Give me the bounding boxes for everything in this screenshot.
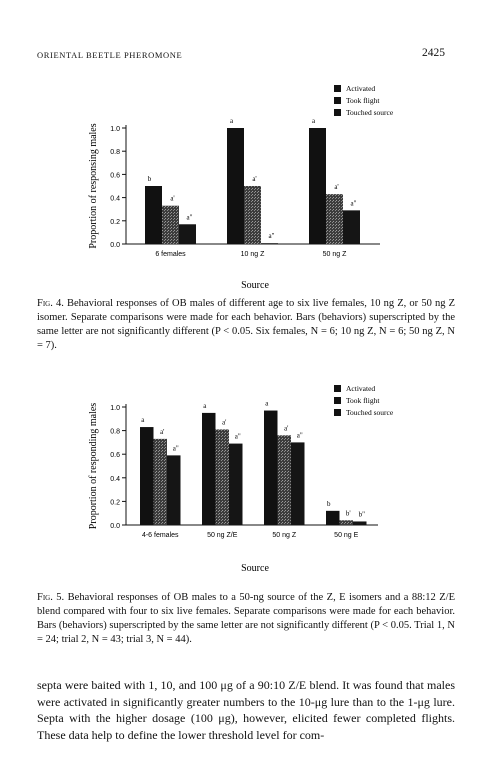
figure-5-chart <box>0 378 491 583</box>
x-tick-label: 4-6 females <box>141 532 179 539</box>
y-tick-label: 0.0 <box>110 242 120 249</box>
bar-touched-source <box>167 455 181 525</box>
legend-swatch <box>334 385 341 392</box>
bar-significance-label: a" <box>268 232 275 241</box>
running-title: ORIENTAL BEETLE PHEROMONE <box>37 50 183 60</box>
bar-significance-label: a' <box>170 194 175 203</box>
bar-significance-label: a <box>141 416 145 425</box>
bar-significance-label: a <box>311 117 316 125</box>
legend-swatch <box>334 409 341 416</box>
figure-5-caption <box>37 591 455 647</box>
bar-activated <box>202 413 216 525</box>
bar-significance-label: a" <box>350 199 357 208</box>
bar-activated <box>140 427 154 525</box>
bar-activated <box>227 128 244 244</box>
y-tick-label: 1.0 <box>110 405 120 412</box>
x-tick-label: 50 ng Z <box>272 532 297 539</box>
y-tick-label: 0.8 <box>110 428 120 436</box>
figure-4-label: Fig. 4. <box>37 298 64 309</box>
bar-took-flight <box>340 520 354 525</box>
bar-took-flight <box>162 206 179 244</box>
bar-significance-label: a" <box>296 431 303 440</box>
figure-4-text: Behavioral responses of OB males of different age to six live females, 10 ng Z, or 50 ng Z isomer. Separate comparisons were made for each behavior. Bars (behaviors) superscripted by the same letter are not significantly different (P < 0.05. Six females, N = 6; 10 ng Z, N = 6; 50 ng Z, N = 7). <box>37 298 455 351</box>
bar-significance-label: b <box>327 499 331 508</box>
y-axis-title: Proportion of responsing males <box>88 123 99 249</box>
x-axis-title: Source <box>241 280 269 291</box>
bar-significance-label: a' <box>284 424 289 433</box>
bar-significance-label: a' <box>160 427 165 436</box>
y-tick-label: 1.0 <box>110 126 120 133</box>
legend-swatch <box>334 109 341 116</box>
bar-touched-source <box>353 521 367 525</box>
bar-activated <box>326 511 340 525</box>
legend-label: Touched source <box>346 408 394 417</box>
bar-significance-label: a' <box>252 175 257 183</box>
y-axis-title: Proportion of responding males <box>88 402 99 530</box>
bar-significance-label: a" <box>234 432 241 441</box>
y-tick-label: 0.4 <box>110 475 120 483</box>
legend-swatch <box>334 85 341 92</box>
y-tick-label: 0.8 <box>110 149 120 157</box>
figure-5-text: Behavioral responses of OB males to a 50-ng source of the Z, E isomers and a 88:12 Z/E blend compared with four to six live females. Separate comparisons were made for each behavior. Bars (behaviors) superscripted by the same letter are not significantly different (P < 0.05. Trial 1, N = 24; trial 2, N = 43; trial 3, N = 44). <box>37 592 456 645</box>
body-paragraph: septa were baited with 1, 10, and 100 μg of a 90:10 Z/E blend. It was found that males were activated in significantly greater numbers to the 10-μg lure than to the 1-μg lure. Septa with the higher dosage (100 μg), however, elicited fewer completed flights. These data help to define the lower threshold level for com- <box>37 678 455 742</box>
bar-touched-source <box>343 210 360 244</box>
x-tick-label: 50 ng Z <box>322 251 347 258</box>
bar-significance-label: a' <box>334 183 339 192</box>
figure-5-label: Fig. 5. <box>37 592 65 603</box>
bar-significance-label: b" <box>358 510 365 519</box>
legend-label: Activated <box>346 384 376 393</box>
bar-significance-label: a <box>203 401 207 410</box>
bar-significance-label: a" <box>186 213 193 222</box>
x-tick-label: 6 females <box>155 251 186 258</box>
x-tick-label: 50 ng Z/E <box>207 532 238 539</box>
legend-label: Touched source <box>346 108 394 117</box>
legend-label: Activated <box>346 84 376 93</box>
bar-took-flight <box>278 435 292 525</box>
legend-label: Took flight <box>346 396 380 405</box>
bar-significance-label: b <box>147 175 152 183</box>
bar-touched-source <box>229 444 243 525</box>
bar-took-flight <box>244 186 261 244</box>
bar-took-flight <box>154 439 168 525</box>
figure-4-caption <box>37 297 455 353</box>
bar-touched-source <box>291 442 305 525</box>
bar-activated <box>309 128 326 244</box>
legend-label: Took flight <box>346 96 380 105</box>
bar-significance-label: a" <box>172 444 179 453</box>
y-tick-label: 0.0 <box>110 523 120 530</box>
y-tick-label: 0.6 <box>110 452 120 460</box>
page-number: 2425 <box>422 47 445 59</box>
bar-activated <box>145 186 162 244</box>
bar-significance-label: a <box>265 399 269 408</box>
y-tick-label: 0.2 <box>110 218 120 226</box>
y-tick-label: 0.6 <box>110 172 120 180</box>
legend-swatch <box>334 397 341 404</box>
legend-swatch <box>334 97 341 104</box>
bar-significance-label: b' <box>345 509 351 518</box>
bar-activated <box>264 411 278 525</box>
x-axis-title: Source <box>241 563 269 574</box>
bar-significance-label: a <box>229 117 234 125</box>
y-tick-label: 0.2 <box>110 499 120 507</box>
bar-took-flight <box>326 194 343 244</box>
bar-touched-source <box>261 243 278 244</box>
bar-took-flight <box>216 429 230 525</box>
x-tick-label: 50 ng E <box>334 532 359 539</box>
y-tick-label: 0.4 <box>110 195 120 203</box>
figure-4-chart <box>0 80 491 295</box>
x-tick-label: 10 ng Z <box>240 251 265 258</box>
bar-touched-source <box>179 224 196 244</box>
bar-significance-label: a' <box>222 418 227 427</box>
